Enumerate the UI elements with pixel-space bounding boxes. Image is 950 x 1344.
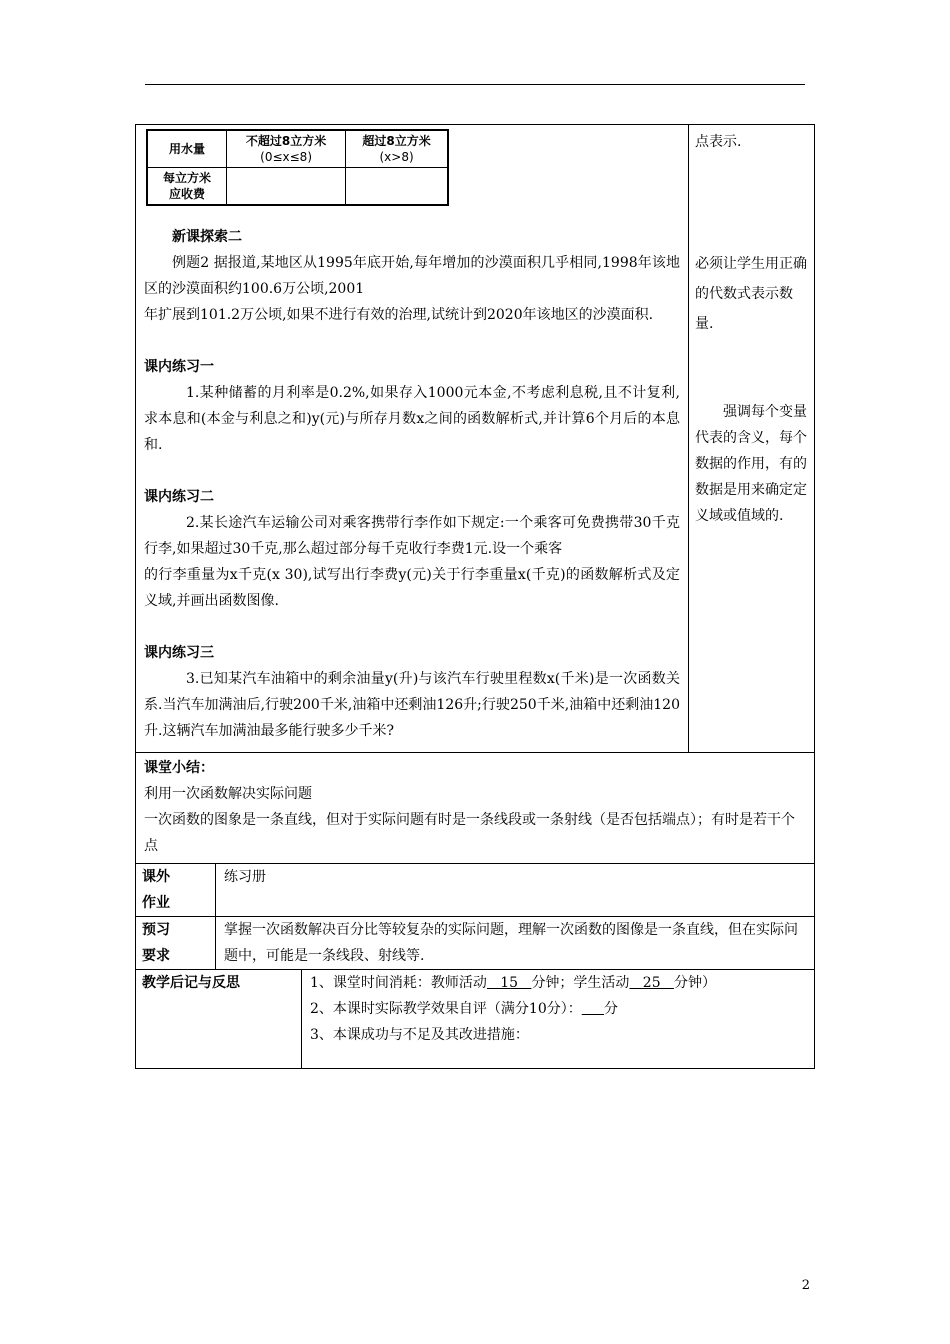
practice2-text-1: 2.某长途汽车运输公司对乘客携带行李作如下规定:一个乘客可免费携带30千克行李,如果超过30千克,那么超过部分每千克收行李费1元.设一个乘客 [144, 515, 680, 557]
reflection-item-1: 1、课堂时间消耗：教师活动 15 分钟；学生活动 25 分钟） [310, 975, 716, 991]
water-col2-header: 超过8立方米 (x>8) [346, 130, 448, 168]
summary-line-1: 利用一次函数解决实际问题 [144, 786, 312, 802]
homework-content: 练习册 [224, 869, 266, 885]
notes-column [689, 125, 814, 752]
homework-label: 课外 作业 [136, 864, 216, 916]
water-col1-header: 不超过8立方米 (0≤x≤8) [227, 130, 346, 168]
note-3: 强调每个变量代表的含义，每个数据的作用，有的数据是用来确定定义域或值域的. [695, 404, 807, 524]
preview-content: 掌握一次函数解决百分比等较复杂的实际问题，理解一次函数的图像是一条直线，但在实际问题中，可能是一条线段、射线等. [224, 922, 798, 964]
practice2-title: 课内练习二 [144, 489, 214, 505]
reflection-row [136, 970, 814, 1068]
fee-per-cubic-label: 每立方米 应收费 [147, 168, 227, 206]
content-row [136, 125, 814, 753]
summary-row [136, 753, 814, 864]
explore2-text-1: 例题2 据报道,某地区从1995年底开始,每年增加的沙漠面积几乎相同,1998年该地区的沙漠面积约100.6万公顷,2001 [144, 255, 680, 297]
note-1: 点表示. [695, 134, 742, 150]
water-usage-label: 用水量 [147, 130, 227, 168]
practice3-title: 课内练习三 [144, 645, 214, 661]
water-cell-empty-1 [227, 168, 346, 206]
summary-title: 课堂小结： [144, 760, 214, 776]
content-column [136, 125, 689, 752]
note-2: 必须让学生用正确的代数式表示数量. [695, 256, 807, 332]
practice3-text: 3.已知某汽车油箱中的剩余油量y(升)与该汽车行驶里程数x(千米)是一次函数关系.当汽车加满油后,行驶200千米,油箱中还剩油126升;行驶250千米,油箱中还剩油120升.这辆汽车加满油最多能行驶多少千米? [144, 671, 680, 739]
page-number: 2 [801, 1278, 810, 1293]
explore2-text-2: 年扩展到101.2万公顷,如果不进行有效的治理,试统计到2020年该地区的沙漠面积. [144, 307, 654, 323]
reflection-label: 教学后记与反思 [136, 970, 302, 1068]
water-cell-empty-2 [346, 168, 448, 206]
practice1-text: 1.某种储蓄的月利率是0.2%,如果存入1000元本金,不考虑利息税,且不计复利,求本息和(本金与利息之和)y(元)与所存月数x之间的函数解析式,并计算6个月后的本息和. [144, 385, 680, 453]
student-minutes: 25 [629, 975, 674, 991]
lesson-table [135, 124, 815, 1069]
homework-row [136, 864, 814, 917]
header-rule [145, 84, 805, 85]
practice1-title: 课内练习一 [144, 359, 214, 375]
reflection-item-2: 2、本课时实际教学效果自评（满分10分）： 分 [310, 1001, 618, 1017]
teacher-minutes: 15 [486, 975, 532, 991]
explore2-title: 新课探索二 [172, 229, 242, 245]
summary-line-2: 一次函数的图象是一条直线，但对于实际问题有时是一条线段或一条射线（是否包括端点）；有时是若干个点 [144, 812, 795, 854]
practice2-text-2: 的行李重量为x千克(x 30),试写出行李费y(元)关于行李重量x(千克)的函数解析式及定义域,并画出函数图像. [144, 567, 680, 609]
self-score-blank [582, 1001, 604, 1017]
preview-label: 预习 要求 [136, 917, 216, 969]
reflection-item-3: 3、本课成功与不足及其改进措施： [310, 1027, 529, 1043]
preview-row [136, 917, 814, 970]
water-fee-table [146, 129, 449, 206]
summary-cell [136, 753, 814, 863]
reflection-content [302, 970, 814, 1068]
